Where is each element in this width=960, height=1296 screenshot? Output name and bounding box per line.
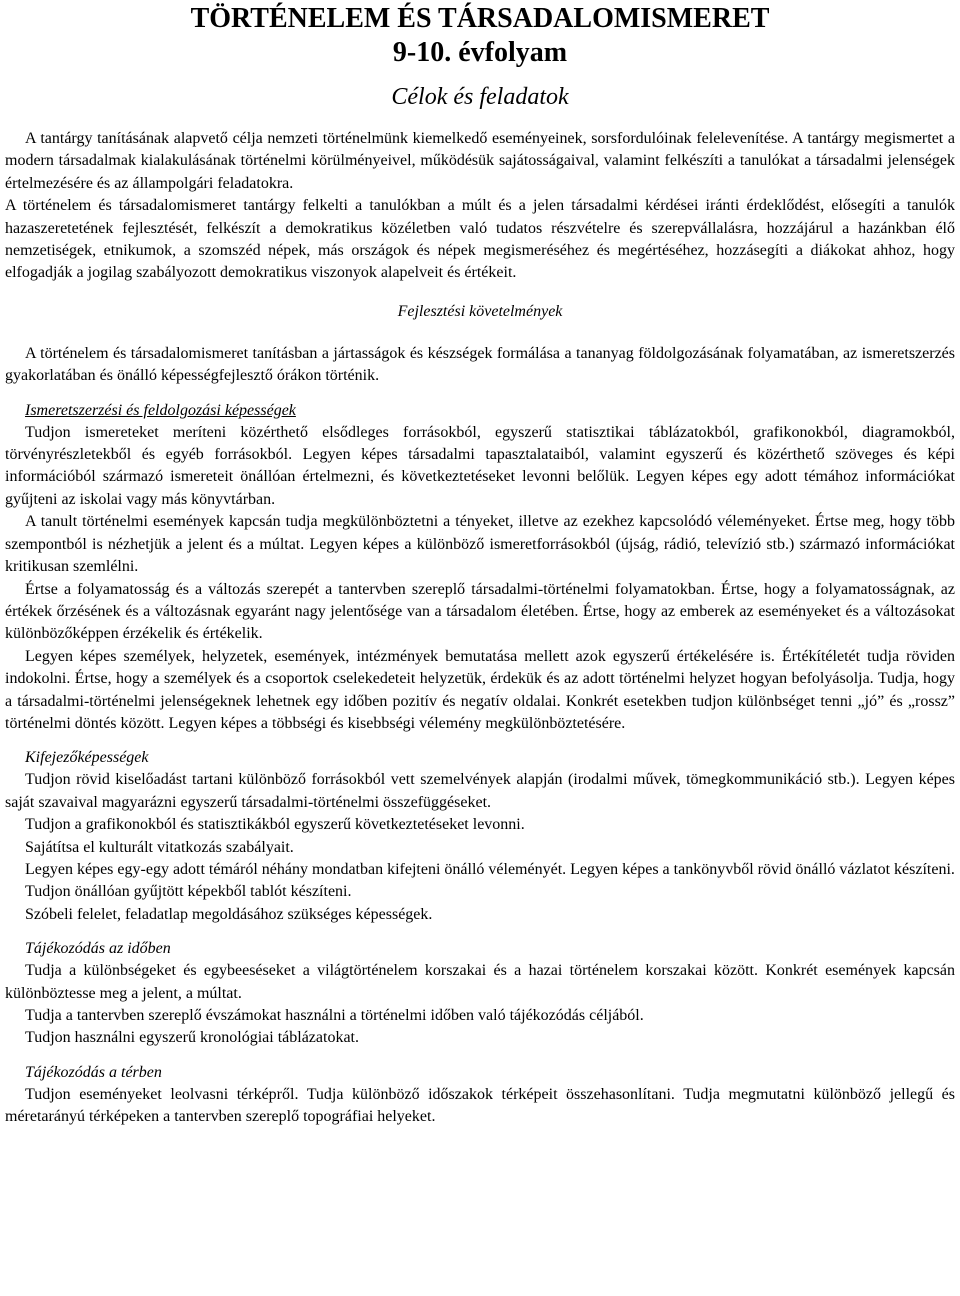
knowledge-paragraph-1: Tudjon ismereteket meríteni közérthető elsődleges forrásokból, egyszerű statisztikai táblázatokból, grafikonokból, diagramokból, törvényrészletekből és egyéb forrásokból. Legyen képes társadalmi tapasztalataiból, valamint egyszerű és közérthető szöveges és képi információból származó ismereteit önállóan értelmezni, és következtetéseket levonni belőlük. Legyen képes egy adott témához információkat gyűjteni az iskolai vagy más könyvtárban. [5, 423, 955, 508]
goals-subtitle: Célok és feladatok [391, 84, 569, 110]
time-paragraph-3: Tudjon használni egyszerű kronológiai táblázatokat. [25, 1029, 359, 1047]
expression-paragraph-3: Sajátítsa el kulturált vitatkozás szabályait. [25, 838, 294, 856]
time-paragraph-1: Tudja a különbségeket és egybeeséseket a világtörténelem korszakai és a hazai történelem korszakai között. Konkrét események kapcsán különböztesse meg a jelent, a múltat. [5, 962, 955, 1002]
expression-paragraph-5: Tudjon önállóan gyűjtött képekből tablót készíteni. [25, 883, 352, 901]
requirements-heading: Fejlesztési követelmények [397, 302, 563, 320]
expression-paragraph-2: Tudjon a grafikonokból és statisztikákból egyszerű következtetéseket levonni. [25, 816, 525, 834]
space-orientation-heading: Tájékozódás a térben [25, 1063, 162, 1081]
expression-heading: Kifejezőképességek [25, 749, 149, 767]
goals-paragraph-2: A történelem és társadalomismeret tantárgy felkelti a tanulókban a múlt és a jelen társadalmi kérdései iránti érdeklődést, elősegíti a tanulók hazaszeretetének fejlesztését, felkészít a demokratikus közéletben való tudatos részvételre és szerepvállalásra, hozzájárul a hazánkban élő nemzetiségek, etnikumok, a szomszéd népek, más országok és népek megismeréséhez és megértéséhez, hozzásegíti a diákokat ahhoz, hogy elfogadják a jogilag szabályozott demokratikus viszonyok alapelveit és értékeit. [5, 197, 955, 282]
space-paragraph-1: Tudjon eseményeket leolvasni térképről. Tudja különböző időszakok térképeit összehasonlítani. Tudja megmutatni különböző jellegű és méretarányú térképeken a tantervben szereplő topográfiai helyeket. [5, 1085, 955, 1126]
time-orientation-heading: Tájékozódás az időben [25, 940, 171, 958]
requirements-intro: A történelem és társadalomismeret tanításban a jártasságok és készségek formálása a tananyag földolgozásának folyamatában, az ismeretszerzés gyakorlatában és önálló képességfejlesztő órákon történik. [5, 344, 955, 385]
goals-paragraph-1: A tantárgy tanításának alapvető célja nemzeti történelmünk kiemelkedő eseményeinek, sorsfordulóinak felelevenítése. A tantárgy megismertet a modern társadalmak kialakulásának történelmi körülményeivel, működésük sajátosságaival, valamint felkészíti a tanulókat a társadalmi jelenségek értelmezésére és az állampolgári feladatokra. [5, 130, 955, 192]
expression-paragraph-1: Tudjon rövid kiselőadást tartani különböző forrásokból vett szemelvények alapján (irodalmi művek, tömegkommunikáció stb.). Legyen képes saját szavaival magyarázni egyszerű társadalmi-történelmi összefüggéseket. [5, 771, 955, 811]
knowledge-paragraph-2: A tanult történelmi események kapcsán tudja megkülönböztetni a tényeket, illetve az ezekhez kapcsolódó véleményeket. Értse meg, hogy több szempontból is nézhetjük a jelent és a múltat. Legyen képes a különböző ismeretforrásokból (újság, rádió, televízió stb.) származó információkat kritikusan szemlélni. [5, 513, 955, 576]
knowledge-heading: Ismeretszerzési és feldolgozási képességek [25, 401, 296, 419]
knowledge-paragraph-3: Értse a folyamatosság és a változás szerepét a tantervben szereplő társadalmi-történelmi folyamatokban. Értse, hogy a folyamatosságnak, az értékek őrzésének és a változásnak egyaránt nagy jelentősége van a társadalom életében. Értse, hogy az emberek az eseményeket és a változásokat különbözőképpen érzékelik és értékelik. [5, 580, 955, 643]
document-title: TÖRTÉNELEM ÉS TÁRSADALOMISMERET [190, 3, 770, 34]
expression-paragraph-4: Legyen képes egy-egy adott témáról néhány mondatban kifejteni önálló véleményét. Legyen képes a tankönyvből rövid önálló vázlatot készíteni. [25, 860, 955, 878]
knowledge-paragraph-4: Legyen képes személyek, helyzetek, események, intézmények bemutatása mellett azok egyszerű értékelésére is. Értékítéletét tudja röviden indokolni. Értse, hogy a személyek és a csoportok cselekedeteit helyzetük, érdekük és az adott történelmi helyzet hogyan befolyásolja. Tudja, hogy a társadalmi-történelmi jelenségeknek lehetnek egy időben pozitív és negatív oldalai. Konkrét esetekben tudjon különbséget tenni „jó” és „rossz” történelmi döntés között. Legyen képes a többségi és kisebbségi vélemény megkülönböztetésére. [5, 647, 955, 732]
time-paragraph-2: Tudja a tantervben szereplő évszámokat használni a történelmi időben való tájékozódás céljából. [25, 1007, 644, 1024]
expression-paragraph-6: Szóbeli felelet, feladatlap megoldásához szükséges képességek. [25, 905, 433, 923]
grade-level-title: 9-10. évfolyam [392, 37, 568, 68]
